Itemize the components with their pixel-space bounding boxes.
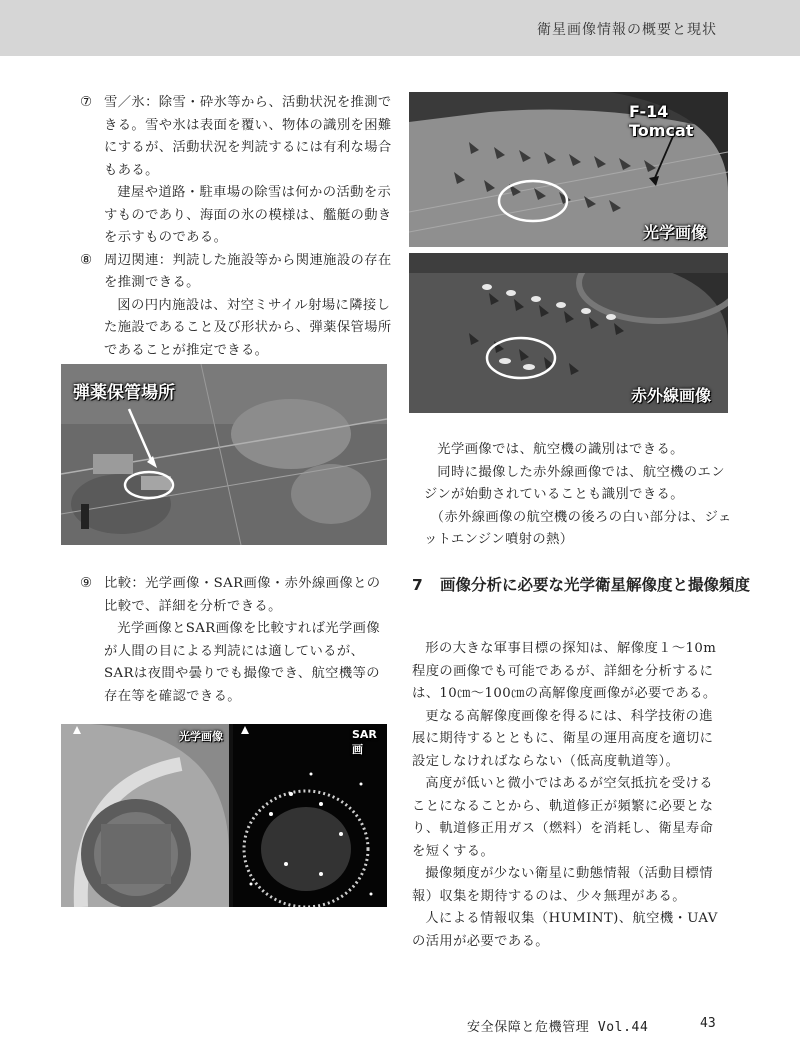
section-heading: 7 画像分析に必要な光学衛星解像度と撮像頻度 — [412, 576, 751, 594]
paragraph-2: 更なる高解像度画像を得るには、科学技術の進展に期待するとともに、衛星の運用高度を適切に設定しなければならない（低高度軌道等）。 — [412, 708, 714, 769]
ammo-storage-label: 弾薬保管場所 — [73, 383, 175, 403]
caption-line-2: 同時に撮像した赤外線画像では、航空機のエンジンが始動されていることも識別できる。 — [424, 464, 725, 502]
compare-sar-label: SAR画 — [352, 728, 377, 756]
ammo-storage-photo — [61, 364, 387, 545]
section-body — [412, 638, 722, 953]
paragraph-4: 撮像頻度が少ない衛星に動態情報（活動目標情報）収集を期待するのは、少々無理がある。 — [412, 866, 713, 904]
optical-sar-comparison — [61, 724, 387, 907]
running-header-title: 衛星画像情報の概要と現状 — [537, 22, 717, 38]
left-column-bottom — [80, 573, 392, 708]
tomcat-label: F-14 Tomcat — [629, 102, 694, 140]
item-9: ⑨ 比較：光学画像・SAR画像・赤外線画像との比較で、詳細を分析できる。 — [80, 576, 381, 614]
caption-line-1: 光学画像では、航空機の識別はできる。 — [437, 442, 684, 457]
item-7: ⑦ 雪／氷：除雪・砕氷等から、活動状況を推測できる。雪や氷は表面を覆い、物体の識別を困難にするが、活動状況を判読するには有利な場合もある。 — [80, 95, 392, 178]
left-column-top — [80, 92, 392, 362]
infrared-caption — [412, 439, 734, 552]
optical-image-label: 光学画像 — [643, 223, 708, 242]
infrared-image-label: 赤外線画像 — [631, 386, 712, 405]
compare-optical-label: 光学画像 — [179, 730, 223, 743]
item-8: ⑧ 周辺関連：判読した施設等から関連施設の存在を推測できる。 — [80, 252, 392, 290]
infrared-photo — [409, 253, 728, 413]
caption-line-3: （赤外線画像の航空機の後ろの白い部分は、ジェットエンジン噴射の熱） — [424, 509, 732, 547]
item-8-detail: 図の円内施設は、対空ミサイル射場に隣接した施設であること及び形状から、弾薬保管場所であることが推定できる。 — [104, 297, 392, 358]
item-7-detail: 建屋や道路・駐車場の除雪は何かの活動を示すものであり、海面の氷の模様は、艦艇の動きを示すものである。 — [104, 185, 392, 245]
f14-optical-photo — [409, 92, 728, 247]
header-band — [0, 0, 800, 56]
paragraph-5: 人による情報収集（HUMINT)、航空機・UAVの活用が必要である。 — [412, 911, 718, 949]
page-number: 43 — [700, 1016, 716, 1031]
journal-footer: 安全保障と危機管理 Vol.44 — [467, 1020, 649, 1035]
paragraph-3: 高度が低いと微小ではあるが空気抵抗を受けることになることから、軌道修正が頻繁に必要となり、軌道修正用ガス（燃料）を消耗し、衛星寿命を短くする。 — [412, 776, 714, 859]
item-9-detail: 光学画像とSAR画像を比較すれば光学画像が人間の目による判読には適しているが、SARは夜間や曇りでも撮像でき、航空機等の存在等を確認できる。 — [104, 621, 381, 704]
paragraph-1: 形の大きな軍事目標の探知は、解像度１～10m程度の画像でも可能であるが、詳細を分析するには、10㎝～100㎝の高解像度画像が必要である。 — [412, 641, 717, 701]
